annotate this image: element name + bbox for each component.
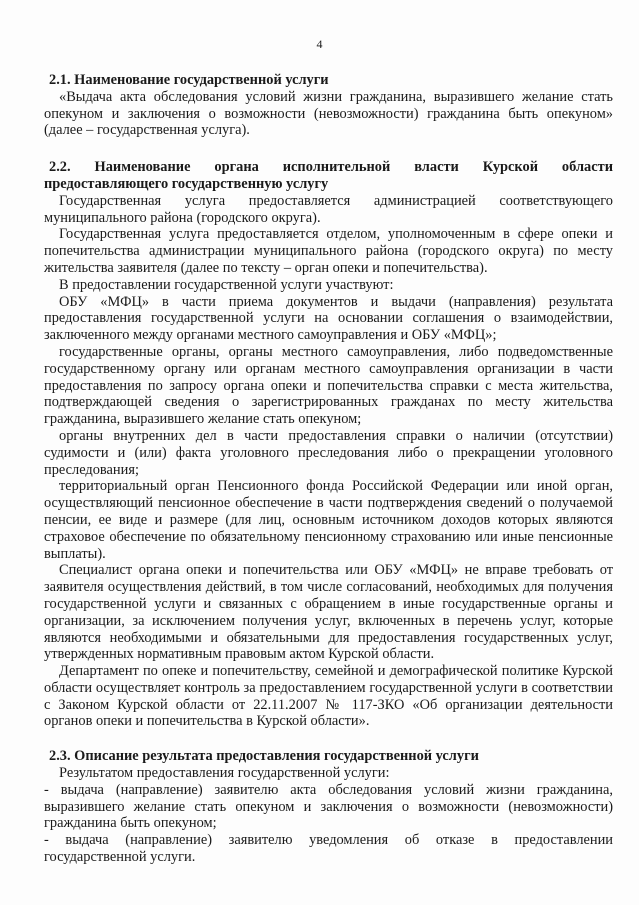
paragraph: Государственная услуга предоставляется отделом, уполномоченным в сфере опеки и попечительства администрации муниципального района (городского округа) по месту жительства заявителя (далее по тексту – орган опеки и попечительства).	[44, 226, 613, 276]
paragraph: Департамент по опеке и попечительству, семейной и демографической политике Курской области осуществляет контроль за предоставлением государственной услуги в соответствии с Законом Курской области от 22.11.2007 № 117-ЗКО «Об организации деятельности органов опеки и попечительства в Курской области».	[44, 663, 613, 730]
list-item: - выдача (направление) заявителю акта обследования условий жизни гражданина, выразившего желание стать опекуном и заключения о возможности (невозможности) гражданина быть опекуном;	[44, 781, 613, 832]
section-2-2	[44, 159, 613, 730]
paragraph: ОБУ «МФЦ» в части приема документов и выдачи (направления) результата предоставления государственной услуги на основании соглашения о взаимодействии, заключенного между органами местного самоуправления и ОБУ «МФЦ»;	[44, 293, 613, 344]
paragraph: «Выдача акта обследования условий жизни гражданина, выразившего желание стать опекуном и заключения о возможности (невозможности) гражданина быть опекуном» (далее – государственная услуга).	[44, 88, 613, 139]
document-body	[44, 72, 613, 866]
section-2-1	[44, 72, 613, 139]
section-heading: 2.2. Наименование органа исполнительной власти Курской области предоставляющего государственную услугу	[44, 159, 613, 192]
paragraph: Специалист органа опеки и попечительства или ОБУ «МФЦ» не вправе требовать от заявителя осуществления действий, в том числе согласований, необходимых для получения государственной услуги и связанных с обращением в иные государственные органы и организации, за исключением получения услуг, включенных в перечень услуг, которые являются необходимыми и обязательными для предоставления государственных услуг, утвержденных нормативным правовым актом Курской области.	[44, 562, 613, 663]
paragraph: органы внутренних дел в части предоставления справки о наличии (отсутствии) судимости и (или) факта уголовного преследования либо о прекращении уголовного преследования;	[44, 427, 613, 478]
paragraph: Результатом предоставления государственной услуги:	[59, 765, 390, 782]
paragraph: В предоставлении государственной услуги участвуют:	[59, 276, 394, 293]
section-heading: 2.1. Наименование государственной услуги	[49, 72, 329, 88]
list-item: - выдача (направление) заявителю уведомления об отказе в предоставлении государственной услуги.	[44, 832, 613, 866]
paragraph: Государственная услуга предоставляется администрацией соответствующего муниципального района (городского округа).	[44, 192, 613, 226]
section-heading: 2.3. Описание результата предоставления государственной услуги	[49, 748, 479, 765]
paragraph: территориальный орган Пенсионного фонда Российской Федерации или иной орган, осуществляющий пенсионное обеспечение в части подтверждения сведений о получаемой пенсии, ее виде и размере (для лиц, основным источником доходов которых являются страховое обеспечение по обязательному пенсионному страхованию или иные пенсионные выплаты).	[44, 478, 613, 562]
page-number: 4	[316, 37, 323, 51]
paragraph: государственные органы, органы местного самоуправления, либо подведомственные государственному органу или органам местного самоуправления организации в части предоставления по запросу органа опеки и попечительства справки с места жительства, подтверждающей сведения о зарегистрированных гражданах по месту жительства гражданина, выразившего желание стать опекуном;	[44, 343, 613, 428]
section-2-3	[44, 748, 613, 866]
